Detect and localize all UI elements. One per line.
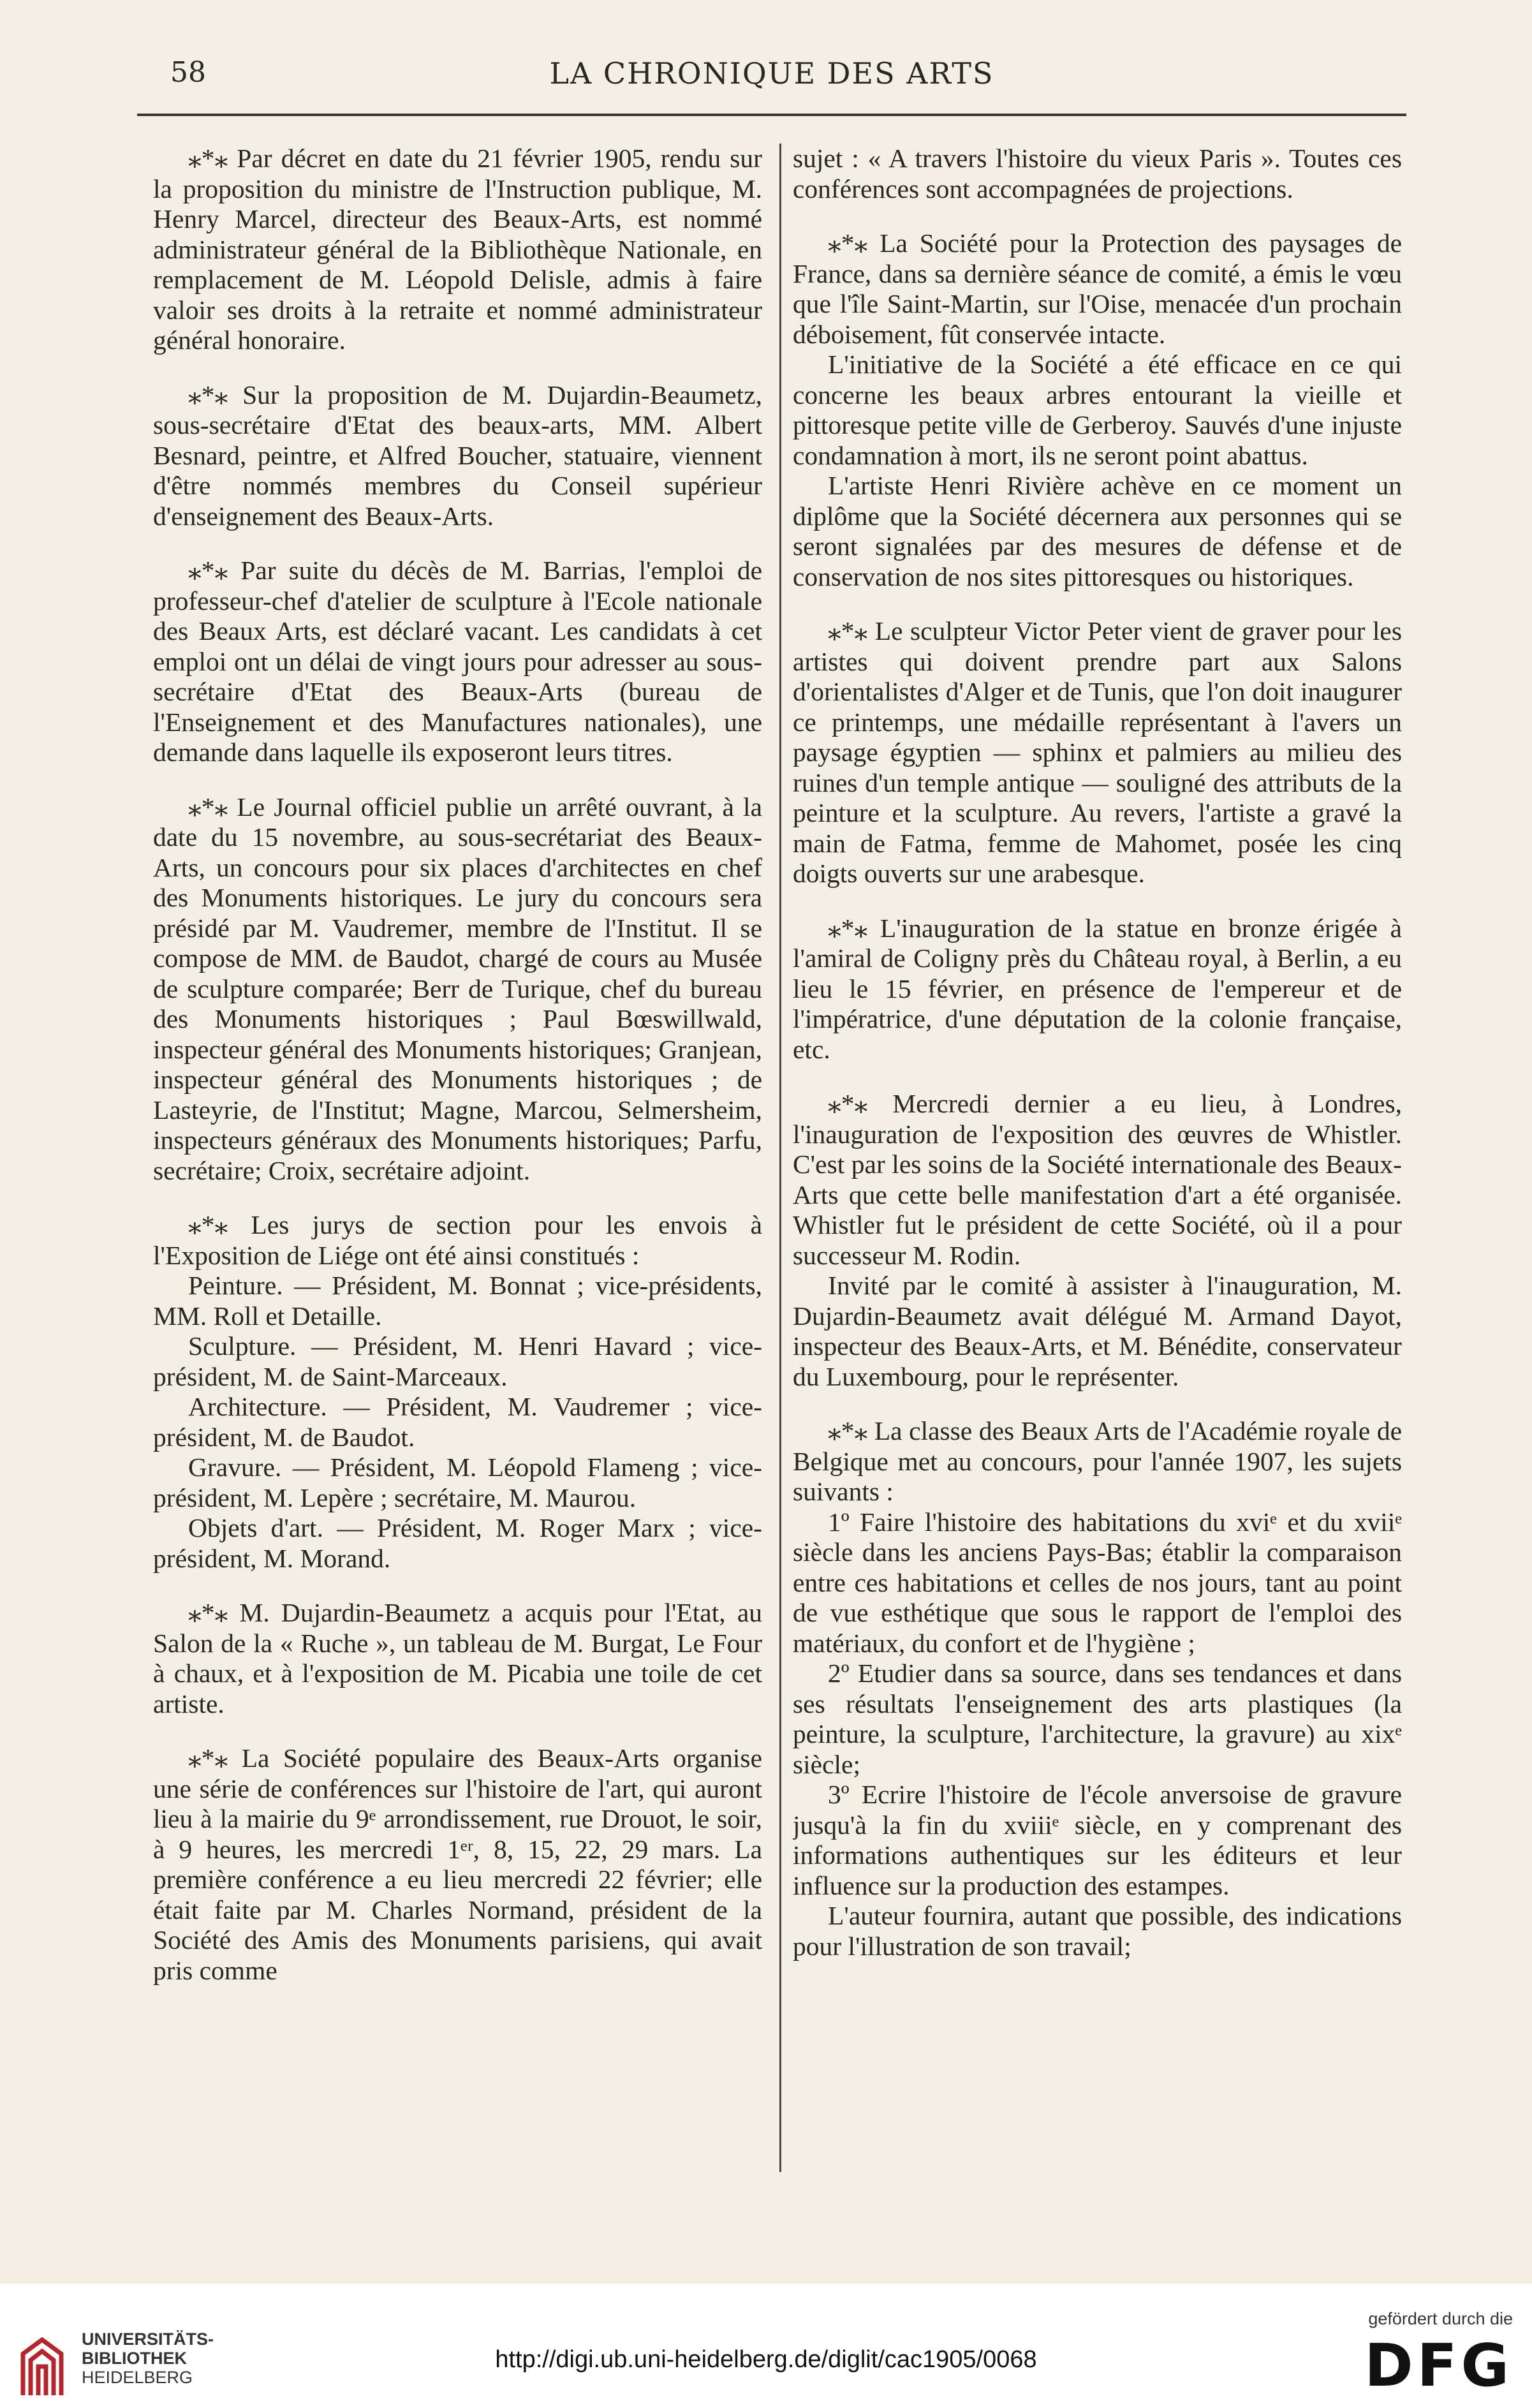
news-item: ⁎*⁎ La Société pour la Protection des paysages de France, dans sa dernière séance de comité, a émis le vœu que l'île Saint-Martin, sur l'Oise, menacée d'un prochain déboisement, fût conservée intacte. — [793, 228, 1402, 349]
right-column — [793, 144, 1402, 2172]
paragraph: Architecture. — Président, M. Vaudremer ; vice-président, M. de Baudot. — [153, 1392, 762, 1452]
news-item: ⁎*⁎ La classe des Beaux Arts de l'Académie royale de Belgique met au concours, pour l'année 1907, les sujets suivants : — [793, 1416, 1402, 1506]
paragraph: sujet : « A travers l'histoire du vieux Paris ». Toutes ces conférences sont accompagnées de projections. — [793, 144, 1402, 203]
page-footer — [0, 2284, 1532, 2408]
news-item: ⁎*⁎ Mercredi dernier a eu lieu, à Londres, l'inauguration de l'exposition des œuvres de Whistler. C'est par les soins de la Société internationale des Beaux-Arts que cette belle manifestation d'art a été organisée. Whistler fut le président de cette Société, où il a pour successeur M. Rodin. — [793, 1089, 1402, 1270]
university-name-line2: BIBLIOTHEK — [82, 2349, 187, 2368]
funding-note — [1364, 2309, 1513, 2400]
paragraph: L'initiative de la Société a été efficace en ce qui concerne les beaux arbres entourant la vieille et pittoresque petite ville de Gerberoy. Sauvés d'une injuste condamnation à mort, ils ne seront point abattus. — [793, 350, 1402, 470]
funding-text: gefördert durch die — [1368, 2309, 1513, 2328]
source-url[interactable]: http://digi.ub.uni-heidelberg.de/diglit/cac1905/0068 — [495, 2346, 1037, 2373]
column-divider — [779, 144, 781, 2172]
paragraph: L'auteur fournira, autant que possible, des indications pour l'illustration de son travail; — [793, 1901, 1402, 1961]
paragraph: Sculpture. — Président, M. Henri Havard ; vice-président, M. de Saint-Marceaux. — [153, 1331, 762, 1391]
news-item: ⁎*⁎ Le sculpteur Victor Peter vient de graver pour les artistes qui doivent prendre part aux Salons d'orientalistes d'Alger et de Tunis, que l'on doit inaugurer ce printemps, une médaille représentant à l'avers un paysage égyptien — sphinx et palmiers au milieu des ruines d'un temple antique — souligné des attributs de la peinture et la sculpture. Au revers, l'artiste a gravé la main de Fatma, femme de Mahomet, posée les cinq doigts ouverts sur une arabesque. — [793, 616, 1402, 888]
news-item: ⁎*⁎ L'inauguration de la statue en bronze érigée à l'amiral de Coligny près du Château royal, à Berlin, a eu lieu le 15 février, en présence de l'empereur et de l'impératrice, d'une députation de la colonie française, etc. — [793, 913, 1402, 1064]
news-item: ⁎*⁎ Les jurys de section pour les envois à l'Exposition de Liége ont été ainsi constitués : — [153, 1210, 762, 1270]
paragraph: 2º Etudier dans sa source, dans ses tendances et dans ses résultats l'enseignement des arts plastiques (la peinture, la sculpture, l'architecture, la gravure) au xixᵉ siècle; — [793, 1658, 1402, 1779]
university-name-line3: HEIDELBERG — [82, 2368, 193, 2387]
page-header — [137, 50, 1406, 101]
dfg-logo: DFG — [1364, 2331, 1513, 2400]
left-column — [153, 144, 762, 2172]
news-item: ⁎*⁎ Par suite du décès de M. Barrias, l'emploi de professeur-chef d'atelier de sculpture à l'Ecole nationale des Beaux Arts, est déclaré vacant. Les candidats à cet emploi ont un délai de vingt jours pour adresser au sous-secrétaire d'Etat des Beaux-Arts (bureau de l'Enseignement et des Manufactures nationales), une demande dans laquelle ils exposeront leurs titres. — [153, 556, 762, 767]
news-item: ⁎*⁎ Le Journal officiel publie un arrêté ouvrant, à la date du 15 novembre, au sous-secrétariat des Beaux-Arts, un concours pour six places d'architectes en chef des Monuments historiques. Le jury du concours sera présidé par M. Vaudremer, membre de l'Institut. Il se compose de MM. de Baudot, chargé de cours au Musée de sculpture comparée; Berr de Turique, chef du bureau des Monuments historiques ; Paul Bœswillwald, inspecteur général des Monuments historiques; Granjean, inspecteur général des Monuments historiques ; de Lasteyrie, de l'Institut; Magne, Marcou, Selmersheim, inspecteurs généraux des Monuments historiques; Parfu, secrétaire; Croix, secrétaire adjoint. — [153, 792, 762, 1185]
paragraph: L'artiste Henri Rivière achève en ce moment un diplôme que la Société décernera aux personnes qui se seront signalées par des mesures de défense et de conservation de nos sites pittoresques ou historiques. — [793, 471, 1402, 591]
university-name-line1: UNIVERSITÄTS- — [82, 2330, 214, 2349]
news-item: ⁎*⁎ M. Dujardin-Beaumetz a acquis pour l'Etat, au Salon de la « Ruche », un tableau de M. Burgat, Le Four à chaux, et à l'exposition de M. Picabia une toile de cet artiste. — [153, 1598, 762, 1718]
header-rule — [137, 114, 1406, 116]
paragraph: Gravure. — Président, M. Léopold Flameng ; vice-président, M. Lepère ; secrétaire, M. Maurou. — [153, 1452, 762, 1512]
running-title: LA CHRONIQUE DES ARTS — [549, 56, 994, 91]
paragraph: 1º Faire l'histoire des habitations du xviᵉ et du xviiᵉ siècle dans les anciens Pays-Bas; établir la comparaison entre ces habitations et celles de nos jours, tant au point de vue esthétique que sous le rapport de l'emploi des matériaux, du confort et de l'hygiène ; — [793, 1507, 1402, 1658]
paragraph: 3º Ecrire l'histoire de l'école anversoise de gravure jusqu'à la fin du xviiiᵉ siècle, en y comprenant des informations authentiques sur les éditeurs et leur influence sur la production des estampes. — [793, 1780, 1402, 1900]
news-item: ⁎*⁎ Sur la proposition de M. Dujardin-Beaumetz, sous-secrétaire d'Etat des beaux-arts, MM. Albert Besnard, peintre, et Alfred Boucher, statuaire, viennent d'être nommés membres du Conseil supérieur d'enseignement des Beaux-Arts. — [153, 380, 762, 531]
page-number: 58 — [170, 56, 206, 89]
news-item: ⁎*⁎ La Société populaire des Beaux-Arts organise une série de conférences sur l'histoire de l'art, qui auront lieu à la mairie du 9ᵉ arrondissement, rue Drouot, le soir, à 9 heures, les mercredi 1ᵉʳ, 8, 15, 22, 29 mars. La première conférence a eu lieu mercredi 22 février; elle était faite par M. Charles Normand, président de la Société des Amis des Monuments parisiens, qui avait pris comme — [153, 1743, 762, 1985]
paragraph: Peinture. — Président, M. Bonnat ; vice-présidents, MM. Roll et Detaille. — [153, 1271, 762, 1331]
paragraph: Objets d'art. — Président, M. Roger Marx ; vice-président, M. Morand. — [153, 1513, 762, 1573]
paragraph: Invité par le comité à assister à l'inauguration, M. Dujardin-Beaumetz avait délégué M. Armand Dayot, inspecteur des Beaux-Arts, et M. Bénédite, conservateur du Luxembourg, pour le représenter. — [793, 1271, 1402, 1391]
news-item: ⁎*⁎ Par décret en date du 21 février 1905, rendu sur la proposition du ministre de l'Instruction publique, M. Henry Marcel, directeur des Beaux-Arts, est nommé administrateur général de la Bibliothèque Nationale, en remplacement de M. Léopold Delisle, admis à faire valoir ses droits à la retraite et nommé administrateur général honoraire. — [153, 144, 762, 355]
